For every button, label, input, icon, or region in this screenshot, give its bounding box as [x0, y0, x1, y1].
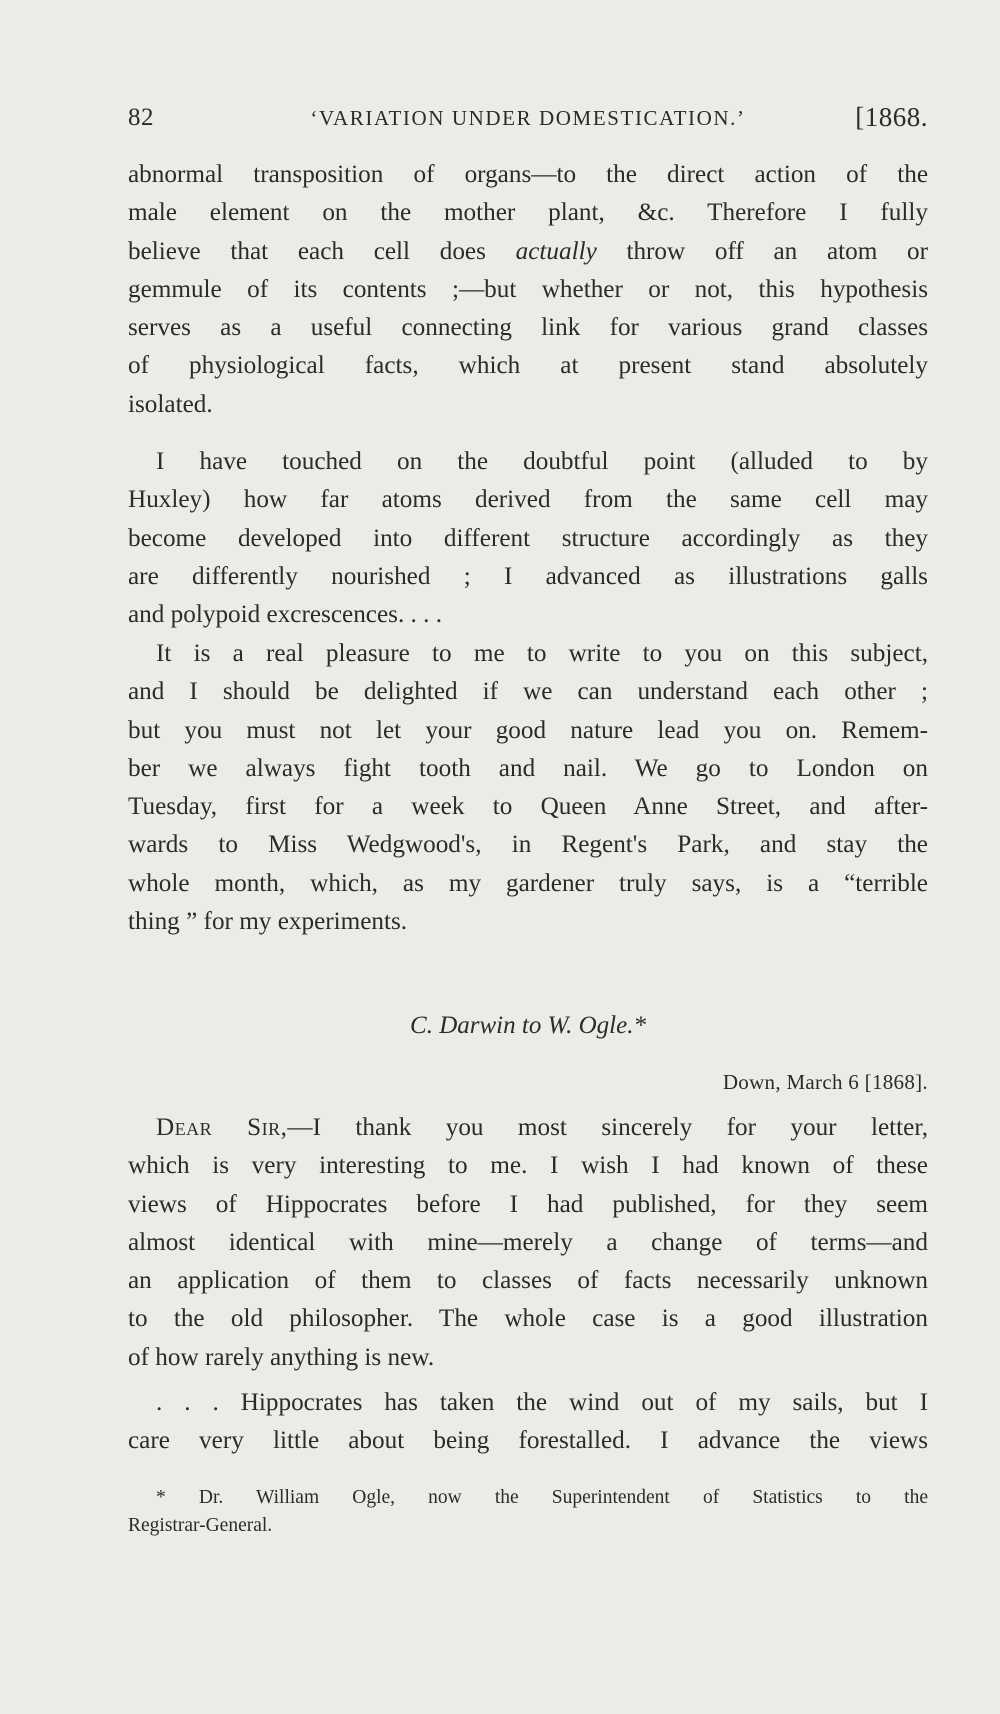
salutation: Dear Sir,	[156, 1114, 288, 1141]
paragraph-huxley	[128, 443, 928, 634]
running-header	[128, 100, 928, 140]
text-line: . . . Hippocrates has taken the wind out of my sails, but I	[156, 1389, 928, 1416]
paragraph-dear-sir	[128, 1109, 928, 1377]
page-number: 82	[128, 104, 154, 131]
text-line-rest: —I thank you most sincerely for your letter,	[287, 1114, 928, 1141]
text-line: Tuesday, first for a week to Queen Anne Street, and after-	[128, 793, 928, 821]
text-line: and polypoid excrescences. . . .	[128, 601, 443, 629]
text-line: of physiological facts, which at present stand absolutely	[128, 352, 928, 380]
paragraph-hippocrates	[128, 1384, 928, 1461]
footnote-line: Registrar-General.	[128, 1515, 273, 1536]
text-line: Huxley) how far atoms derived from the same cell may	[128, 486, 928, 514]
footnote-line: * Dr. William Ogle, now the Superintendent of Statistics to the	[156, 1487, 928, 1508]
text-line: to the old philosopher. The whole case is a good illustration	[128, 1305, 928, 1333]
text-line: which is very interesting to me. I wish I had known of these	[128, 1152, 928, 1180]
text-line: wards to Miss Wedgwood's, in Regent's Park, and stay the	[128, 831, 928, 859]
text-line: whole month, which, as my gardener truly says, is a “terrible	[128, 869, 928, 897]
text-line: thing ” for my experiments.	[128, 908, 408, 936]
text-line: male element on the mother plant, &c. Therefore I fully	[128, 199, 928, 227]
paragraph-pleasure	[128, 635, 928, 941]
text-line: care very little about being forestalled. I advance the views	[128, 1427, 928, 1455]
text-line: and I should be delighted if we can understand each other ;	[128, 678, 928, 706]
text-line: serves as a useful connecting link for various grand classes	[128, 314, 928, 342]
text-line: I have touched on the doubtful point (alluded to by	[156, 448, 928, 475]
letter-heading: C. Darwin to W. Ogle.*	[410, 1012, 646, 1039]
text-line: an application of them to classes of facts necessarily unknown	[128, 1267, 928, 1295]
text-line: abnormal transposition of organs—to the direct action of the	[128, 161, 928, 188]
text-line: views of Hippocrates before I had published, for they seem	[128, 1190, 928, 1218]
running-title: ‘VARIATION UNDER DOMESTICATION.’	[310, 106, 746, 130]
paragraph-continuation	[128, 156, 928, 424]
text-line: are differently nourished ; I advanced as illustrations galls	[128, 562, 928, 590]
text-line: almost identical with mine—merely a change of terms—and	[128, 1228, 928, 1256]
text-line: of how rarely anything is new.	[128, 1343, 435, 1371]
footnote	[128, 1484, 928, 1540]
letter-dateline: Down, March 6 [1868].	[722, 1070, 928, 1094]
text-line-salutation	[128, 1109, 928, 1147]
text-line: but you must not let your good nature lead you on. Remem-	[128, 716, 928, 744]
text-line: It is a real pleasure to me to write to you on this subject,	[156, 640, 928, 667]
text-line-italic: believe that each cell does actually throw off an atom or	[128, 237, 928, 265]
text-line: become developed into different structure accordingly as they	[128, 524, 928, 552]
text-line: gemmule of its contents ;—but whether or not, this hypothesis	[128, 275, 928, 303]
running-year: [1868.	[855, 102, 928, 132]
text-line: isolated.	[128, 390, 213, 418]
italic-emphasis: actually	[515, 237, 597, 265]
text-line: ber we always fight tooth and nail. We go to London on	[128, 754, 928, 782]
